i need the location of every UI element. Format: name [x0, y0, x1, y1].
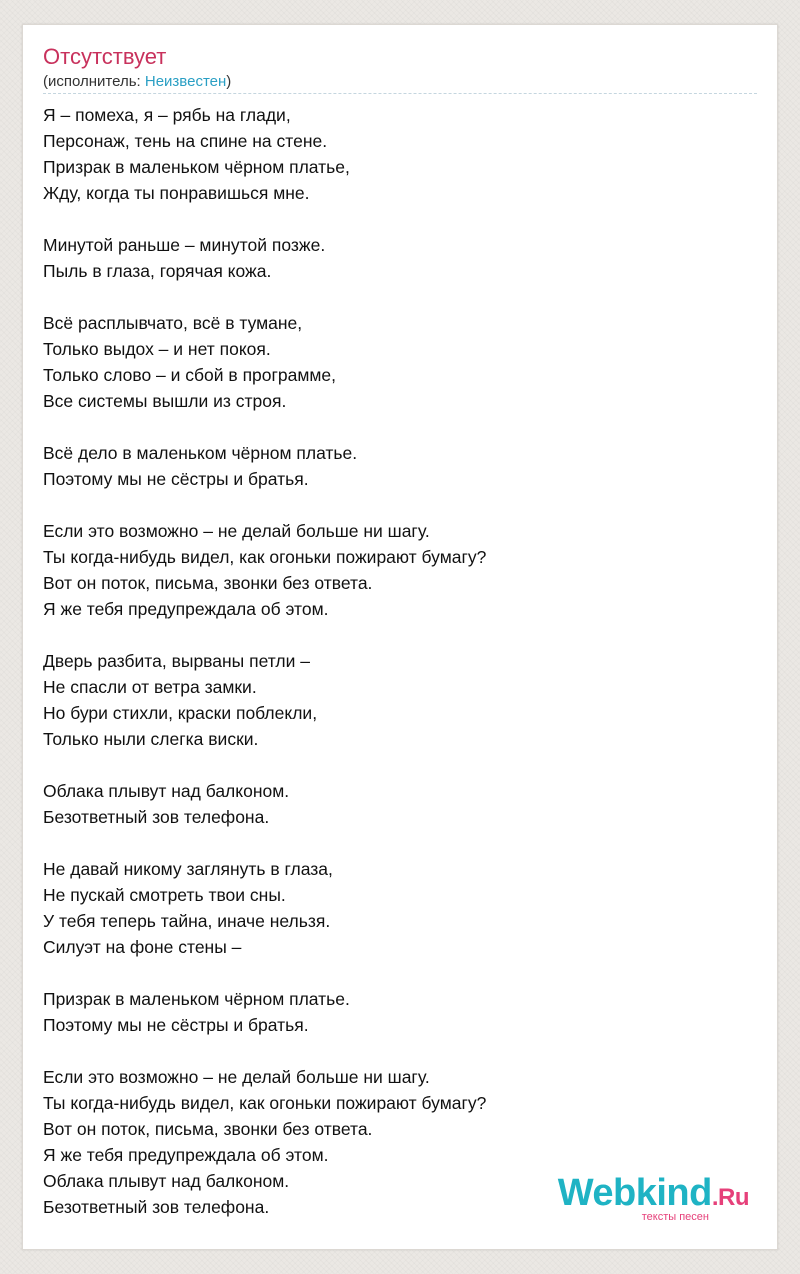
header-divider — [43, 93, 757, 94]
lyrics-line: Не пускай смотреть твои сны. — [43, 885, 286, 905]
lyrics-line: Ты когда-нибудь видел, как огоньки пожирают бумагу? — [43, 547, 487, 567]
lyrics-line: Пыль в глаза, горячая кожа. — [43, 261, 272, 281]
lyrics-stanza — [43, 986, 757, 1038]
lyrics-line: Всё расплывчато, всё в тумане, — [43, 313, 303, 333]
lyrics-line: Всё дело в маленьком чёрном платье. — [43, 443, 358, 463]
lyrics-stanza — [43, 856, 757, 960]
lyrics-line: Облака плывут над балконом. — [43, 781, 290, 801]
logo-tld: .Ru — [711, 1184, 749, 1211]
lyrics-line: Силуэт на фоне стены – — [43, 937, 242, 957]
artist-suffix: ) — [226, 73, 232, 90]
lyrics-line: У тебя теперь тайна, иначе нельзя. — [43, 911, 331, 931]
artist-prefix: (исполнитель: — [43, 73, 145, 90]
logo-tagline: тексты песен — [641, 1211, 709, 1223]
lyrics-body — [43, 102, 757, 1246]
lyrics-line: Только выдох – и нет покоя. — [43, 339, 271, 359]
lyrics-line: Только слово – и сбой в программе, — [43, 365, 337, 385]
lyrics-line: Если это возможно – не делай больше ни шагу. — [43, 521, 430, 541]
lyrics-line: Безответный зов телефона. — [43, 1197, 270, 1217]
lyrics-line: Вот он поток, письма, звонки без ответа. — [43, 1119, 373, 1139]
lyrics-line: Только ныли слегка виски. — [43, 729, 259, 749]
lyrics-line: Дверь разбита, вырваны петли – — [43, 651, 310, 671]
lyrics-line: Если это возможно – не делай больше ни шагу. — [43, 1067, 430, 1087]
song-title: Отсутствует — [43, 44, 167, 69]
lyrics-line: Безответный зов телефона. — [43, 807, 270, 827]
lyrics-stanza — [43, 518, 757, 622]
lyrics-card — [22, 24, 778, 1250]
lyrics-stanza — [43, 310, 757, 414]
lyrics-stanza — [43, 102, 757, 206]
lyrics-line: Но бури стихли, краски поблекли, — [43, 703, 318, 723]
lyrics-line: Не спасли от ветра замки. — [43, 677, 257, 697]
site-logo[interactable] — [558, 1173, 749, 1223]
lyrics-line: Поэтому мы не сёстры и братья. — [43, 1015, 309, 1035]
lyrics-line: Призрак в маленьком чёрном платье. — [43, 989, 350, 1009]
lyrics-line: Ты когда-нибудь видел, как огоньки пожирают бумагу? — [43, 1093, 487, 1113]
lyrics-line: Облака плывут над балконом. — [43, 1171, 290, 1191]
lyrics-stanza — [43, 778, 757, 830]
lyrics-line: Все системы вышли из строя. — [43, 391, 287, 411]
lyrics-line: Я же тебя предупреждала об этом. — [43, 1145, 329, 1165]
lyrics-line: Поэтому мы не сёстры и братья. — [43, 469, 309, 489]
logo-main-text: Webkind — [557, 1172, 712, 1214]
lyrics-stanza — [43, 440, 757, 492]
lyrics-line: Не давай никому заглянуть в глаза, — [43, 859, 333, 879]
lyrics-line: Призрак в маленьком чёрном платье, — [43, 157, 350, 177]
lyrics-stanza — [43, 232, 757, 284]
lyrics-stanza — [43, 648, 757, 752]
lyrics-line: Вот он поток, письма, звонки без ответа. — [43, 573, 373, 593]
lyrics-line: Персонаж, тень на спине на стене. — [43, 131, 328, 151]
lyrics-line: Минутой раньше – минутой позже. — [43, 235, 326, 255]
lyrics-line: Я – помеха, я – рябь на глади, — [43, 105, 291, 125]
artist-link[interactable]: Неизвестен — [144, 73, 227, 90]
lyrics-line: Жду, когда ты понравишься мне. — [43, 183, 310, 203]
artist-line — [43, 73, 231, 91]
lyrics-line: Я же тебя предупреждала об этом. — [43, 599, 329, 619]
